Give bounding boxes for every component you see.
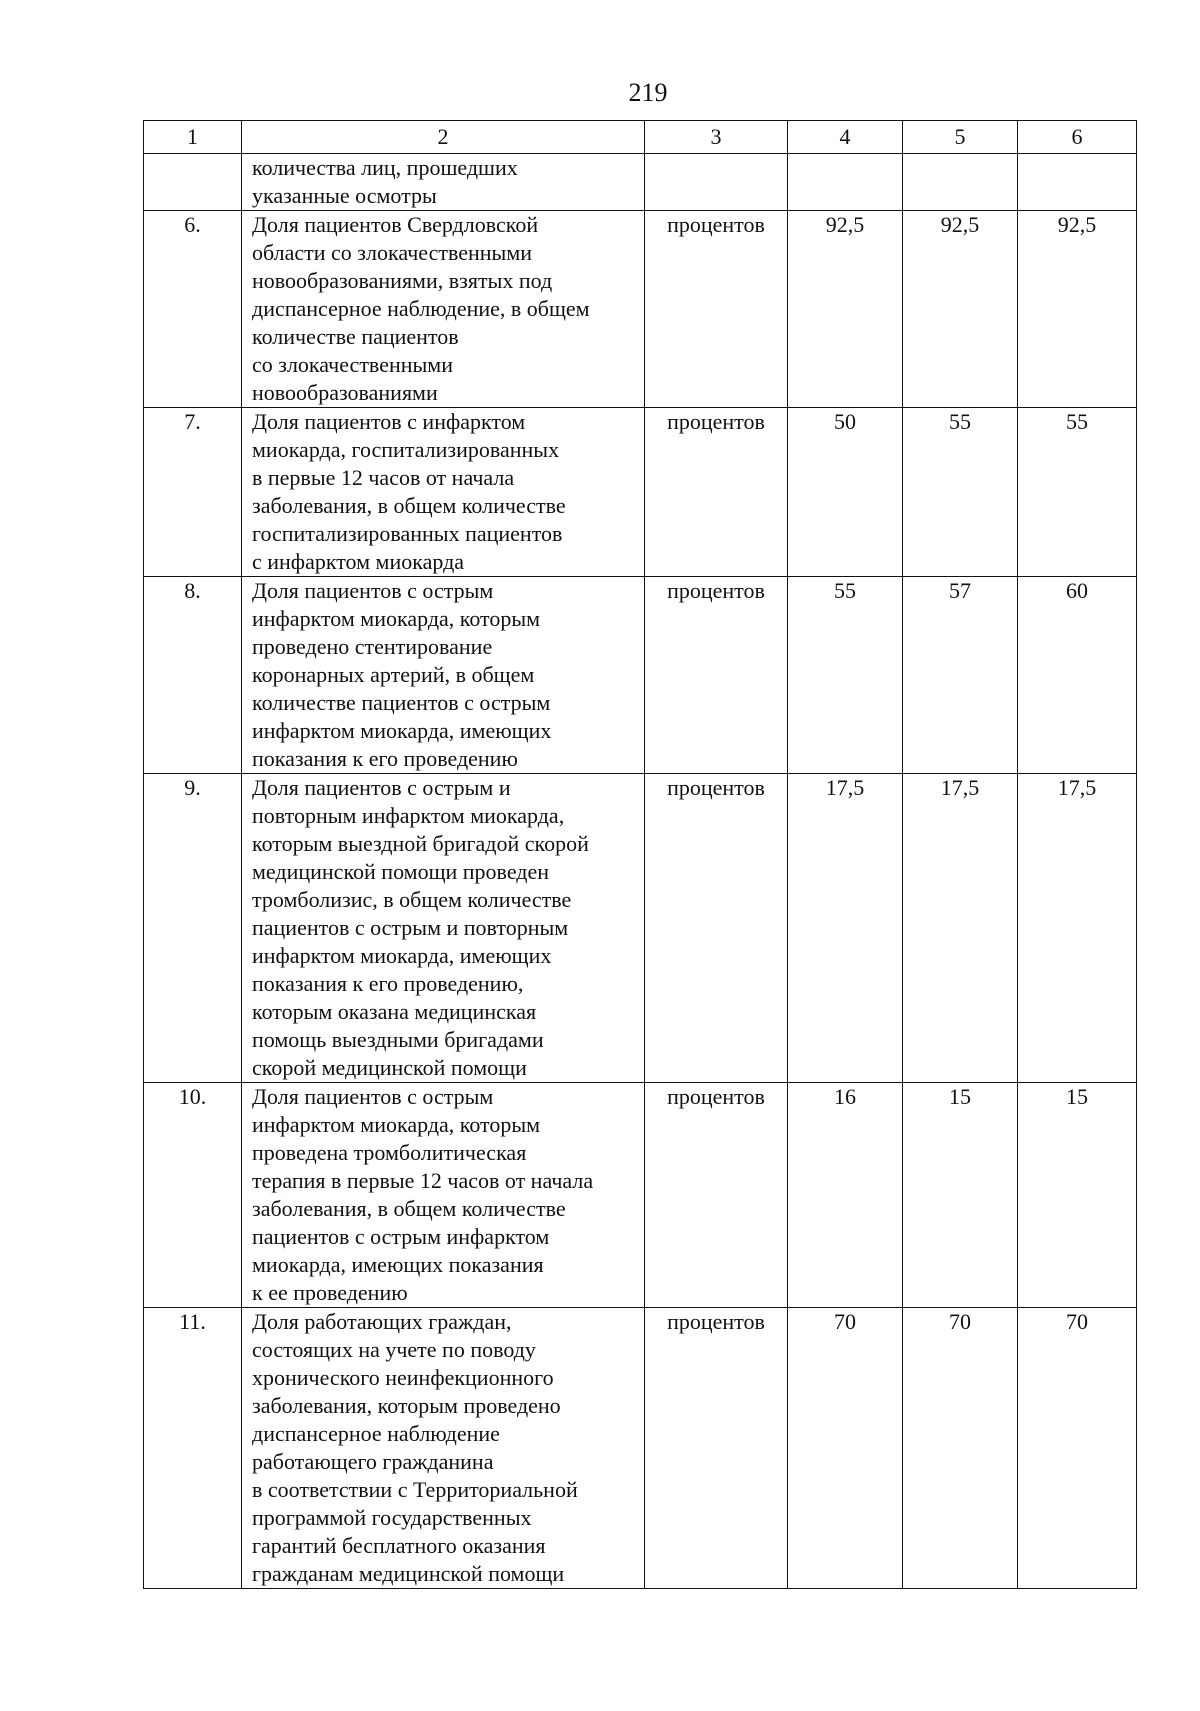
indicator-text-line: Доля работающих граждан, bbox=[252, 1309, 512, 1334]
indicator-text-line: которым оказана медицинская bbox=[252, 999, 537, 1024]
indicator-text-line: гражданам медицинской помощи bbox=[252, 1561, 565, 1586]
table-row bbox=[144, 154, 1137, 211]
indicator-text-line: диспансерное наблюдение bbox=[252, 1421, 500, 1446]
indicator-text-line: к ее проведению bbox=[252, 1280, 408, 1305]
indicator-text-line: показания к его проведению bbox=[252, 746, 518, 771]
page-number: 219 bbox=[628, 78, 668, 107]
table-row bbox=[144, 774, 1137, 1083]
table-row bbox=[144, 577, 1137, 774]
indicator-text-line: помощь выездными бригадами bbox=[252, 1027, 544, 1052]
indicator-text-line: инфарктом миокарда, имеющих bbox=[252, 943, 552, 968]
indicator-text-line: хронического неинфекционного bbox=[252, 1365, 554, 1390]
value-col6: 17,5 bbox=[1018, 774, 1137, 1083]
indicator-text-line: инфарктом миокарда, которым bbox=[252, 606, 541, 631]
row-number: 8. bbox=[144, 577, 242, 774]
indicator-text-line: миокарда, госпитализированных bbox=[252, 437, 560, 462]
indicator-text-line: состоящих на учете по поводу bbox=[252, 1337, 536, 1362]
value-col6: 70 bbox=[1018, 1308, 1137, 1589]
indicator-text-line: медицинской помощи проведен bbox=[252, 859, 550, 884]
indicator-text-line: терапия в первые 12 часов от начала bbox=[252, 1168, 594, 1193]
indicator-text-line: госпитализированных пациентов bbox=[252, 521, 563, 546]
indicator-text-line: новообразованиями, взятых под bbox=[252, 268, 553, 293]
indicator-text-line: Доля пациентов Свердловской bbox=[252, 212, 539, 237]
value-col5: 55 bbox=[903, 408, 1018, 577]
value-col5: 92,5 bbox=[903, 211, 1018, 408]
indicator-text-line: повторным инфарктом миокарда, bbox=[252, 803, 565, 828]
unit-cell: процентов bbox=[645, 1083, 788, 1308]
value-col6 bbox=[1018, 154, 1137, 211]
indicator-text-line: коронарных артерий, в общем bbox=[252, 662, 535, 687]
indicator-text-line: диспансерное наблюдение, в общем bbox=[252, 296, 590, 321]
indicator-name bbox=[242, 774, 645, 1083]
indicator-text-line: скорой медицинской помощи bbox=[252, 1055, 527, 1080]
row-number: 10. bbox=[144, 1083, 242, 1308]
indicator-name bbox=[242, 1083, 645, 1308]
unit-cell: процентов bbox=[645, 1308, 788, 1589]
unit-cell: процентов bbox=[645, 408, 788, 577]
row-number: 9. bbox=[144, 774, 242, 1083]
indicator-text-line: тромболизис, в общем количестве bbox=[252, 887, 572, 912]
indicator-name bbox=[242, 154, 645, 211]
value-col5: 70 bbox=[903, 1308, 1018, 1589]
unit-cell bbox=[645, 154, 788, 211]
value-col4: 55 bbox=[788, 577, 903, 774]
value-col6: 92,5 bbox=[1018, 211, 1137, 408]
indicator-text-line: заболевания, которым проведено bbox=[252, 1393, 561, 1418]
indicator-name bbox=[242, 577, 645, 774]
indicator-name bbox=[242, 211, 645, 408]
indicator-text-line: показания к его проведению, bbox=[252, 971, 524, 996]
table-header-row bbox=[144, 121, 1137, 154]
indicator-name bbox=[242, 1308, 645, 1589]
unit-cell: процентов bbox=[645, 577, 788, 774]
value-col5: 15 bbox=[903, 1083, 1018, 1308]
indicator-text-line: Доля пациентов с острым и bbox=[252, 775, 511, 800]
value-col4: 70 bbox=[788, 1308, 903, 1589]
indicator-text-line: заболевания, в общем количестве bbox=[252, 493, 566, 518]
value-col6: 15 bbox=[1018, 1083, 1137, 1308]
indicator-text-line: пациентов с острым инфарктом bbox=[252, 1224, 550, 1249]
row-number: 6. bbox=[144, 211, 242, 408]
indicator-text-line: гарантий бесплатного оказания bbox=[252, 1533, 546, 1558]
table-row bbox=[144, 1308, 1137, 1589]
column-header: 3 bbox=[645, 121, 788, 154]
indicator-text-line: количества лиц, прошедших bbox=[252, 155, 518, 180]
value-col4: 50 bbox=[788, 408, 903, 577]
indicator-text-line: которым выездной бригадой скорой bbox=[252, 831, 589, 856]
indicator-text-line: новообразованиями bbox=[252, 380, 438, 405]
value-col4 bbox=[788, 154, 903, 211]
column-header: 5 bbox=[903, 121, 1018, 154]
table-row bbox=[144, 211, 1137, 408]
indicator-text-line: указанные осмотры bbox=[252, 183, 437, 208]
value-col4: 16 bbox=[788, 1083, 903, 1308]
indicator-text-line: количестве пациентов bbox=[252, 324, 459, 349]
value-col5: 57 bbox=[903, 577, 1018, 774]
value-col5: 17,5 bbox=[903, 774, 1018, 1083]
indicator-text-line: в соответствии с Территориальной bbox=[252, 1477, 578, 1502]
value-col6: 55 bbox=[1018, 408, 1137, 577]
unit-cell: процентов bbox=[645, 211, 788, 408]
column-header: 1 bbox=[144, 121, 242, 154]
table-row bbox=[144, 1083, 1137, 1308]
indicator-text-line: количестве пациентов с острым bbox=[252, 690, 551, 715]
indicator-text-line: Доля пациентов с острым bbox=[252, 1084, 494, 1109]
indicators-table bbox=[143, 120, 1137, 1589]
row-number: 11. bbox=[144, 1308, 242, 1589]
indicator-text-line: инфарктом миокарда, которым bbox=[252, 1112, 541, 1137]
value-col5 bbox=[903, 154, 1018, 211]
indicator-text-line: Доля пациентов с инфарктом bbox=[252, 409, 526, 434]
value-col6: 60 bbox=[1018, 577, 1137, 774]
indicator-text-line: проведена тромболитическая bbox=[252, 1140, 527, 1165]
indicator-text-line: пациентов с острым и повторным bbox=[252, 915, 569, 940]
indicator-text-line: миокарда, имеющих показания bbox=[252, 1252, 544, 1277]
indicator-text-line: инфарктом миокарда, имеющих bbox=[252, 718, 552, 743]
column-header: 4 bbox=[788, 121, 903, 154]
indicator-text-line: работающего гражданина bbox=[252, 1449, 494, 1474]
table-row bbox=[144, 408, 1137, 577]
indicator-name bbox=[242, 408, 645, 577]
indicator-text-line: заболевания, в общем количестве bbox=[252, 1196, 566, 1221]
column-header: 6 bbox=[1018, 121, 1137, 154]
value-col4: 17,5 bbox=[788, 774, 903, 1083]
column-header: 2 bbox=[242, 121, 645, 154]
row-number bbox=[144, 154, 242, 211]
row-number: 7. bbox=[144, 408, 242, 577]
indicator-text-line: области со злокачественными bbox=[252, 240, 533, 265]
indicator-text-line: в первые 12 часов от начала bbox=[252, 465, 515, 490]
indicator-text-line: с инфарктом миокарда bbox=[252, 549, 465, 574]
indicator-text-line: проведено стентирование bbox=[252, 634, 493, 659]
unit-cell: процентов bbox=[645, 774, 788, 1083]
indicator-text-line: со злокачественными bbox=[252, 352, 453, 377]
indicator-text-line: Доля пациентов с острым bbox=[252, 578, 494, 603]
value-col4: 92,5 bbox=[788, 211, 903, 408]
indicator-text-line: программой государственных bbox=[252, 1505, 532, 1530]
